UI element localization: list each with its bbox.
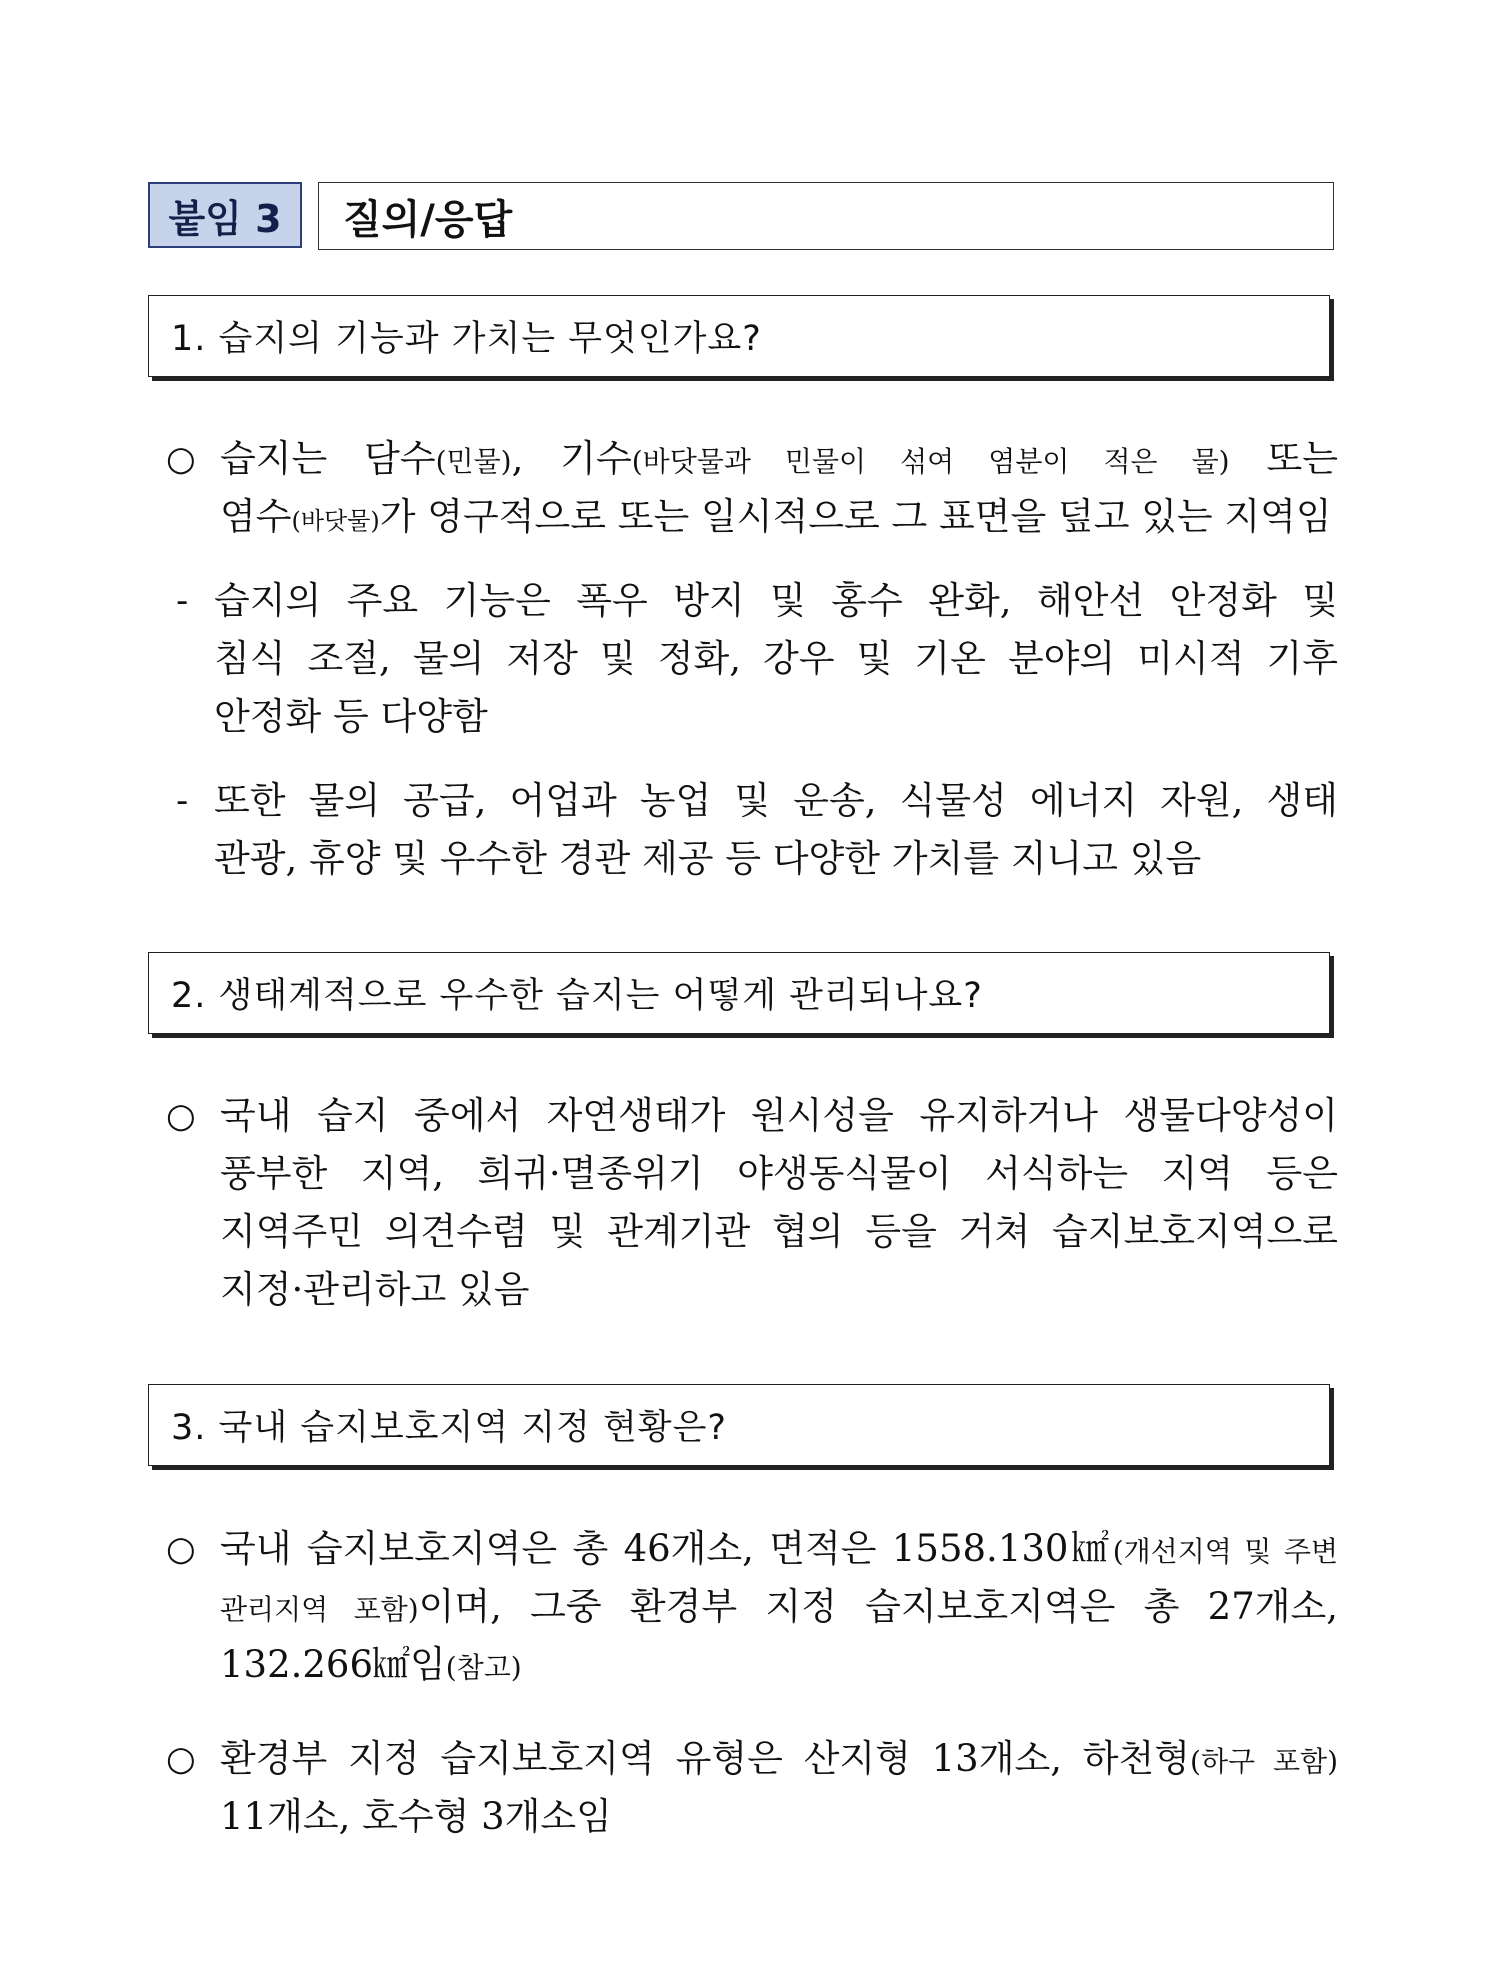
- q3-paragraph-2: [220, 1730, 1338, 1846]
- text-line: [220, 1578, 1338, 1636]
- text-span: 이며, 그중 환경부 지정 습지보호지역은 총 27개소,: [418, 1585, 1338, 1628]
- q1-paragraph-1: [220, 430, 1338, 546]
- text-line: 지정·관리하고 있음: [220, 1268, 530, 1311]
- text-span: 습지는 담수: [220, 437, 436, 480]
- text-line: 또한 물의 공급, 어업과 농업 및 운송, 식물성 에너지 자원, 생태: [214, 779, 1338, 822]
- text-line: [220, 1636, 1338, 1694]
- text-line: [220, 430, 1338, 488]
- text-line: 침식 조절, 물의 저장 및 정화, 강우 및 기온 분야의 미시적 기후: [214, 637, 1338, 680]
- attachment-badge: 붙임 3: [148, 182, 302, 248]
- text-span: (참고): [445, 1651, 522, 1684]
- text-span: 가 영구적으로 또는 일시적으로 그 표면을 덮고 있는 지역임: [379, 495, 1332, 538]
- text-line: [220, 488, 1338, 546]
- question-2-box: 2. 생태계적으로 우수한 습지는 어떻게 관리되나요?: [148, 952, 1330, 1034]
- text-line: [220, 1520, 1338, 1578]
- question-1-box: 1. 습지의 기능과 가치는 무엇인가요?: [148, 295, 1330, 377]
- text-span: (개선지역 및 주변: [1112, 1535, 1338, 1568]
- circle-bullet-icon: ○: [166, 1739, 196, 1779]
- text-line: 지역주민 의견수렴 및 관계기관 협의 등을 거쳐 습지보호지역으로: [220, 1210, 1338, 1253]
- text-span: (바닷물): [291, 507, 380, 535]
- text-span: 환경부 지정 습지보호지역 유형은 산지형 13개소, 하천형: [220, 1737, 1191, 1780]
- text-line: 습지의 주요 기능은 폭우 방지 및 홍수 완화, 해안선 안정화 및: [214, 579, 1338, 622]
- circle-bullet-icon: ○: [166, 1096, 196, 1136]
- text-span: (민물): [435, 445, 512, 478]
- dash-bullet-icon: -: [176, 581, 189, 621]
- q1-paragraph-3: [214, 772, 1338, 888]
- dash-bullet-icon: -: [176, 781, 189, 821]
- text-span: 132.266㎢임: [220, 1643, 446, 1686]
- page-title: 질의/응답: [318, 182, 1334, 250]
- text-span: (바닷물과 민물이 섞여 염분이 적은 물): [631, 445, 1230, 478]
- q3-paragraph-1: [220, 1520, 1338, 1694]
- text-line: 국내 습지 중에서 자연생태가 원시성을 유지하거나 생물다양성이: [220, 1094, 1338, 1137]
- text-line: [220, 1730, 1338, 1788]
- text-line: 11개소, 호수형 3개소임: [220, 1795, 612, 1838]
- q1-paragraph-2: [214, 572, 1338, 746]
- text-line: 관광, 휴양 및 우수한 경관 제공 등 다양한 가치를 지니고 있음: [214, 837, 1202, 880]
- text-span: (하구 포함): [1190, 1745, 1339, 1778]
- text-span: 염수: [220, 495, 292, 538]
- text-span: 또는: [1229, 437, 1338, 480]
- page-header: [148, 182, 1334, 252]
- text-span: 관리지역 포함): [220, 1593, 419, 1626]
- text-span: 국내 습지보호지역은 총 46개소, 면적은 1558.130㎢: [220, 1527, 1113, 1570]
- question-3-box: 3. 국내 습지보호지역 지정 현황은?: [148, 1384, 1330, 1466]
- text-line: 안정화 등 다양함: [214, 695, 488, 738]
- text-line: 풍부한 지역, 희귀·멸종위기 야생동식물이 서식하는 지역 등은: [220, 1152, 1338, 1195]
- circle-bullet-icon: ○: [166, 1529, 196, 1569]
- text-span: , 기수: [511, 437, 632, 480]
- q2-paragraph-1: [220, 1087, 1338, 1319]
- circle-bullet-icon: ○: [166, 439, 196, 479]
